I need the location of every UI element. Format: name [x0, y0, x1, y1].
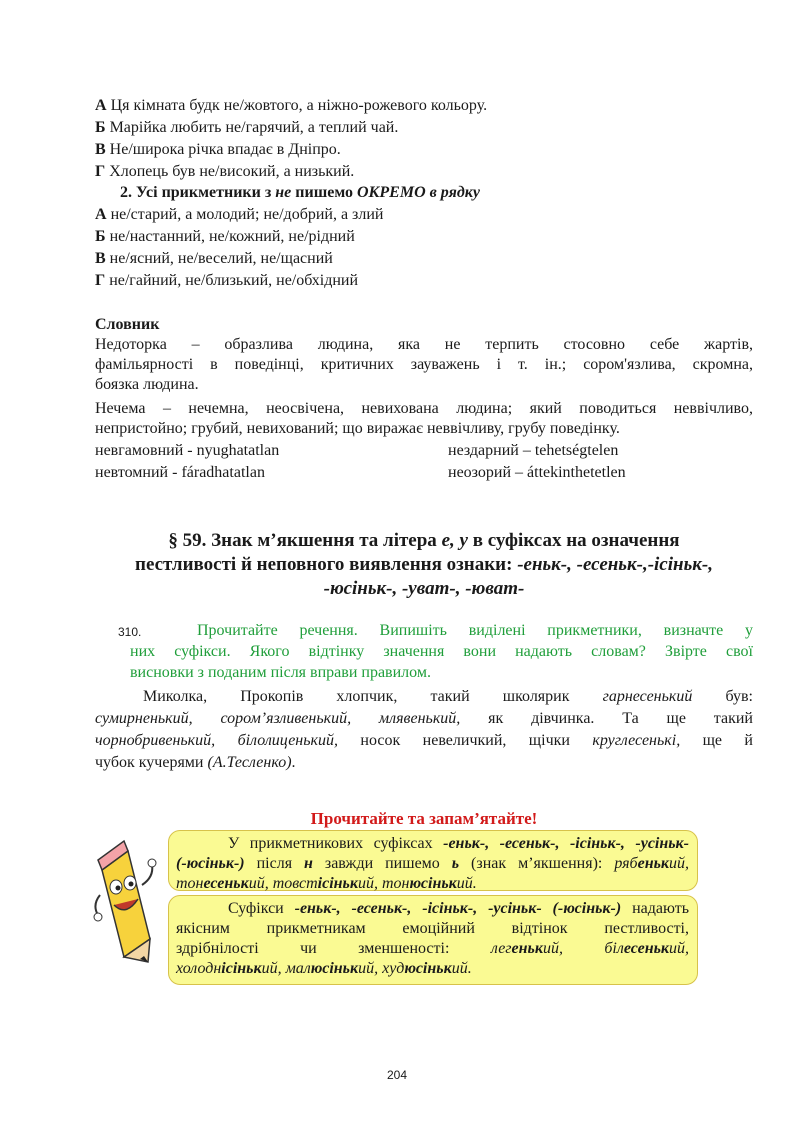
rule-line: Суфікси -еньк-, -есеньк-, -ісіньк-, -усіньк- (-юсіньк-) надають: [228, 900, 690, 917]
word-pair-left: невгамовний - nyughatatlan: [95, 442, 280, 459]
exercise-text-line: сумирненький, сором’язливенький, млявенький, як дівчинка. Та ще такий: [95, 710, 753, 727]
option-d-1: Г Хлопець був не/високий, а низький.: [95, 163, 355, 180]
page-number: 204: [386, 1068, 408, 1082]
rule-line: холоднісінький, малюсінький, худюсінький.: [176, 960, 472, 977]
exercise-text-line: Миколка, Прокопів хлопчик, такий школярик гарнесенький був:: [143, 688, 754, 705]
rule-line: якісним прикметникам емоційний відтінок пестливості,: [176, 920, 689, 937]
dictionary-line: фамільярності в поведінці, критичних зауважень і т. ін.; сором'язлива, скромна,: [95, 356, 753, 373]
option-b-2: Б не/настанний, не/кожний, не/рідний: [95, 228, 355, 245]
pencil-mascot-icon: [92, 835, 162, 965]
rule-box-2: [168, 895, 698, 985]
exercise-task-line: Прочитайте речення. Випишіть виділені прикметники, визначте у: [197, 622, 753, 639]
task-2-heading: 2. Усі прикметники з не пишемо ОКРЕМО в рядку: [120, 184, 480, 201]
option-c-1: В Не/широка річка впадає в Дніпро.: [95, 141, 341, 158]
word-pair-right: нездарний – tehetségtelen: [448, 442, 619, 459]
option-a-2: А не/старий, а молодий; не/добрий, а злий: [95, 206, 384, 223]
section-title-line1: § 59. Знак м’якшення та літера е, у в суфіксах на означення: [168, 530, 680, 551]
rule-line: У прикметникових суфіксах -еньк-, -есеньк-, -ісіньк-, -усіньк-: [228, 835, 689, 852]
exercise-task-line: них суфікси. Якого відтінку значення вони надають словам? Звірте свої: [130, 643, 753, 660]
dictionary-title: Словник: [95, 316, 160, 333]
section-title-line2: пестливості й неповного виявлення ознаки: -еньк-, -есеньк-,-ісіньк-,: [135, 554, 713, 575]
exercise-task-line: висновки з поданим після вправи правилом.: [130, 664, 431, 681]
exercise-text-line: чубок кучерями (А.Тесленко).: [95, 754, 296, 771]
rule-line: тонесенький, товстісінький, тонюсінький.: [176, 875, 477, 892]
option-c-2: В не/ясний, не/веселий, не/щасний: [95, 250, 333, 267]
word-pair-left: невтомний - fáradhatatlan: [95, 464, 265, 481]
exercise-text-line: чорнобривенький, білолиценький, носок невеличкий, щічки круглесенькі, ще й: [95, 732, 753, 749]
rule-box-1: [168, 830, 698, 891]
dictionary-line: непристойно; грубий, невихований; що виражає неввічливу, грубу поведінку.: [95, 420, 620, 437]
word-pair-right: неозорий – áttekinthetetlen: [448, 464, 626, 481]
dictionary-line: Нечема – нечемна, неосвічена, невихована людина; який поводиться неввічливо,: [95, 400, 753, 417]
dictionary-line: Недоторка – образлива людина, яка не терпить стосовно себе жартів,: [95, 336, 753, 353]
remember-title: Прочитайте та запам’ятайте!: [310, 809, 538, 828]
dictionary-line: боязка людина.: [95, 376, 199, 393]
option-d-2: Г не/гайний, не/близький, не/обхідний: [95, 272, 359, 289]
rule-line: (-юсіньк-) після н завжди пишемо ь (знак м’якшення): рябенький,: [176, 855, 690, 872]
rule-line: здрібнілості чи зменшеності: легенький, білесенький,: [176, 940, 690, 957]
section-title-line3: -юсіньк-, -уват-, -юват-: [323, 578, 525, 599]
option-a-1: А Ця кімната будк не/жовтого, а ніжно-рожевого кольору.: [95, 97, 488, 114]
option-b-1: Б Марійка любить не/гарячий, а теплий чай.: [95, 119, 399, 136]
exercise-number: 310.: [118, 625, 142, 639]
